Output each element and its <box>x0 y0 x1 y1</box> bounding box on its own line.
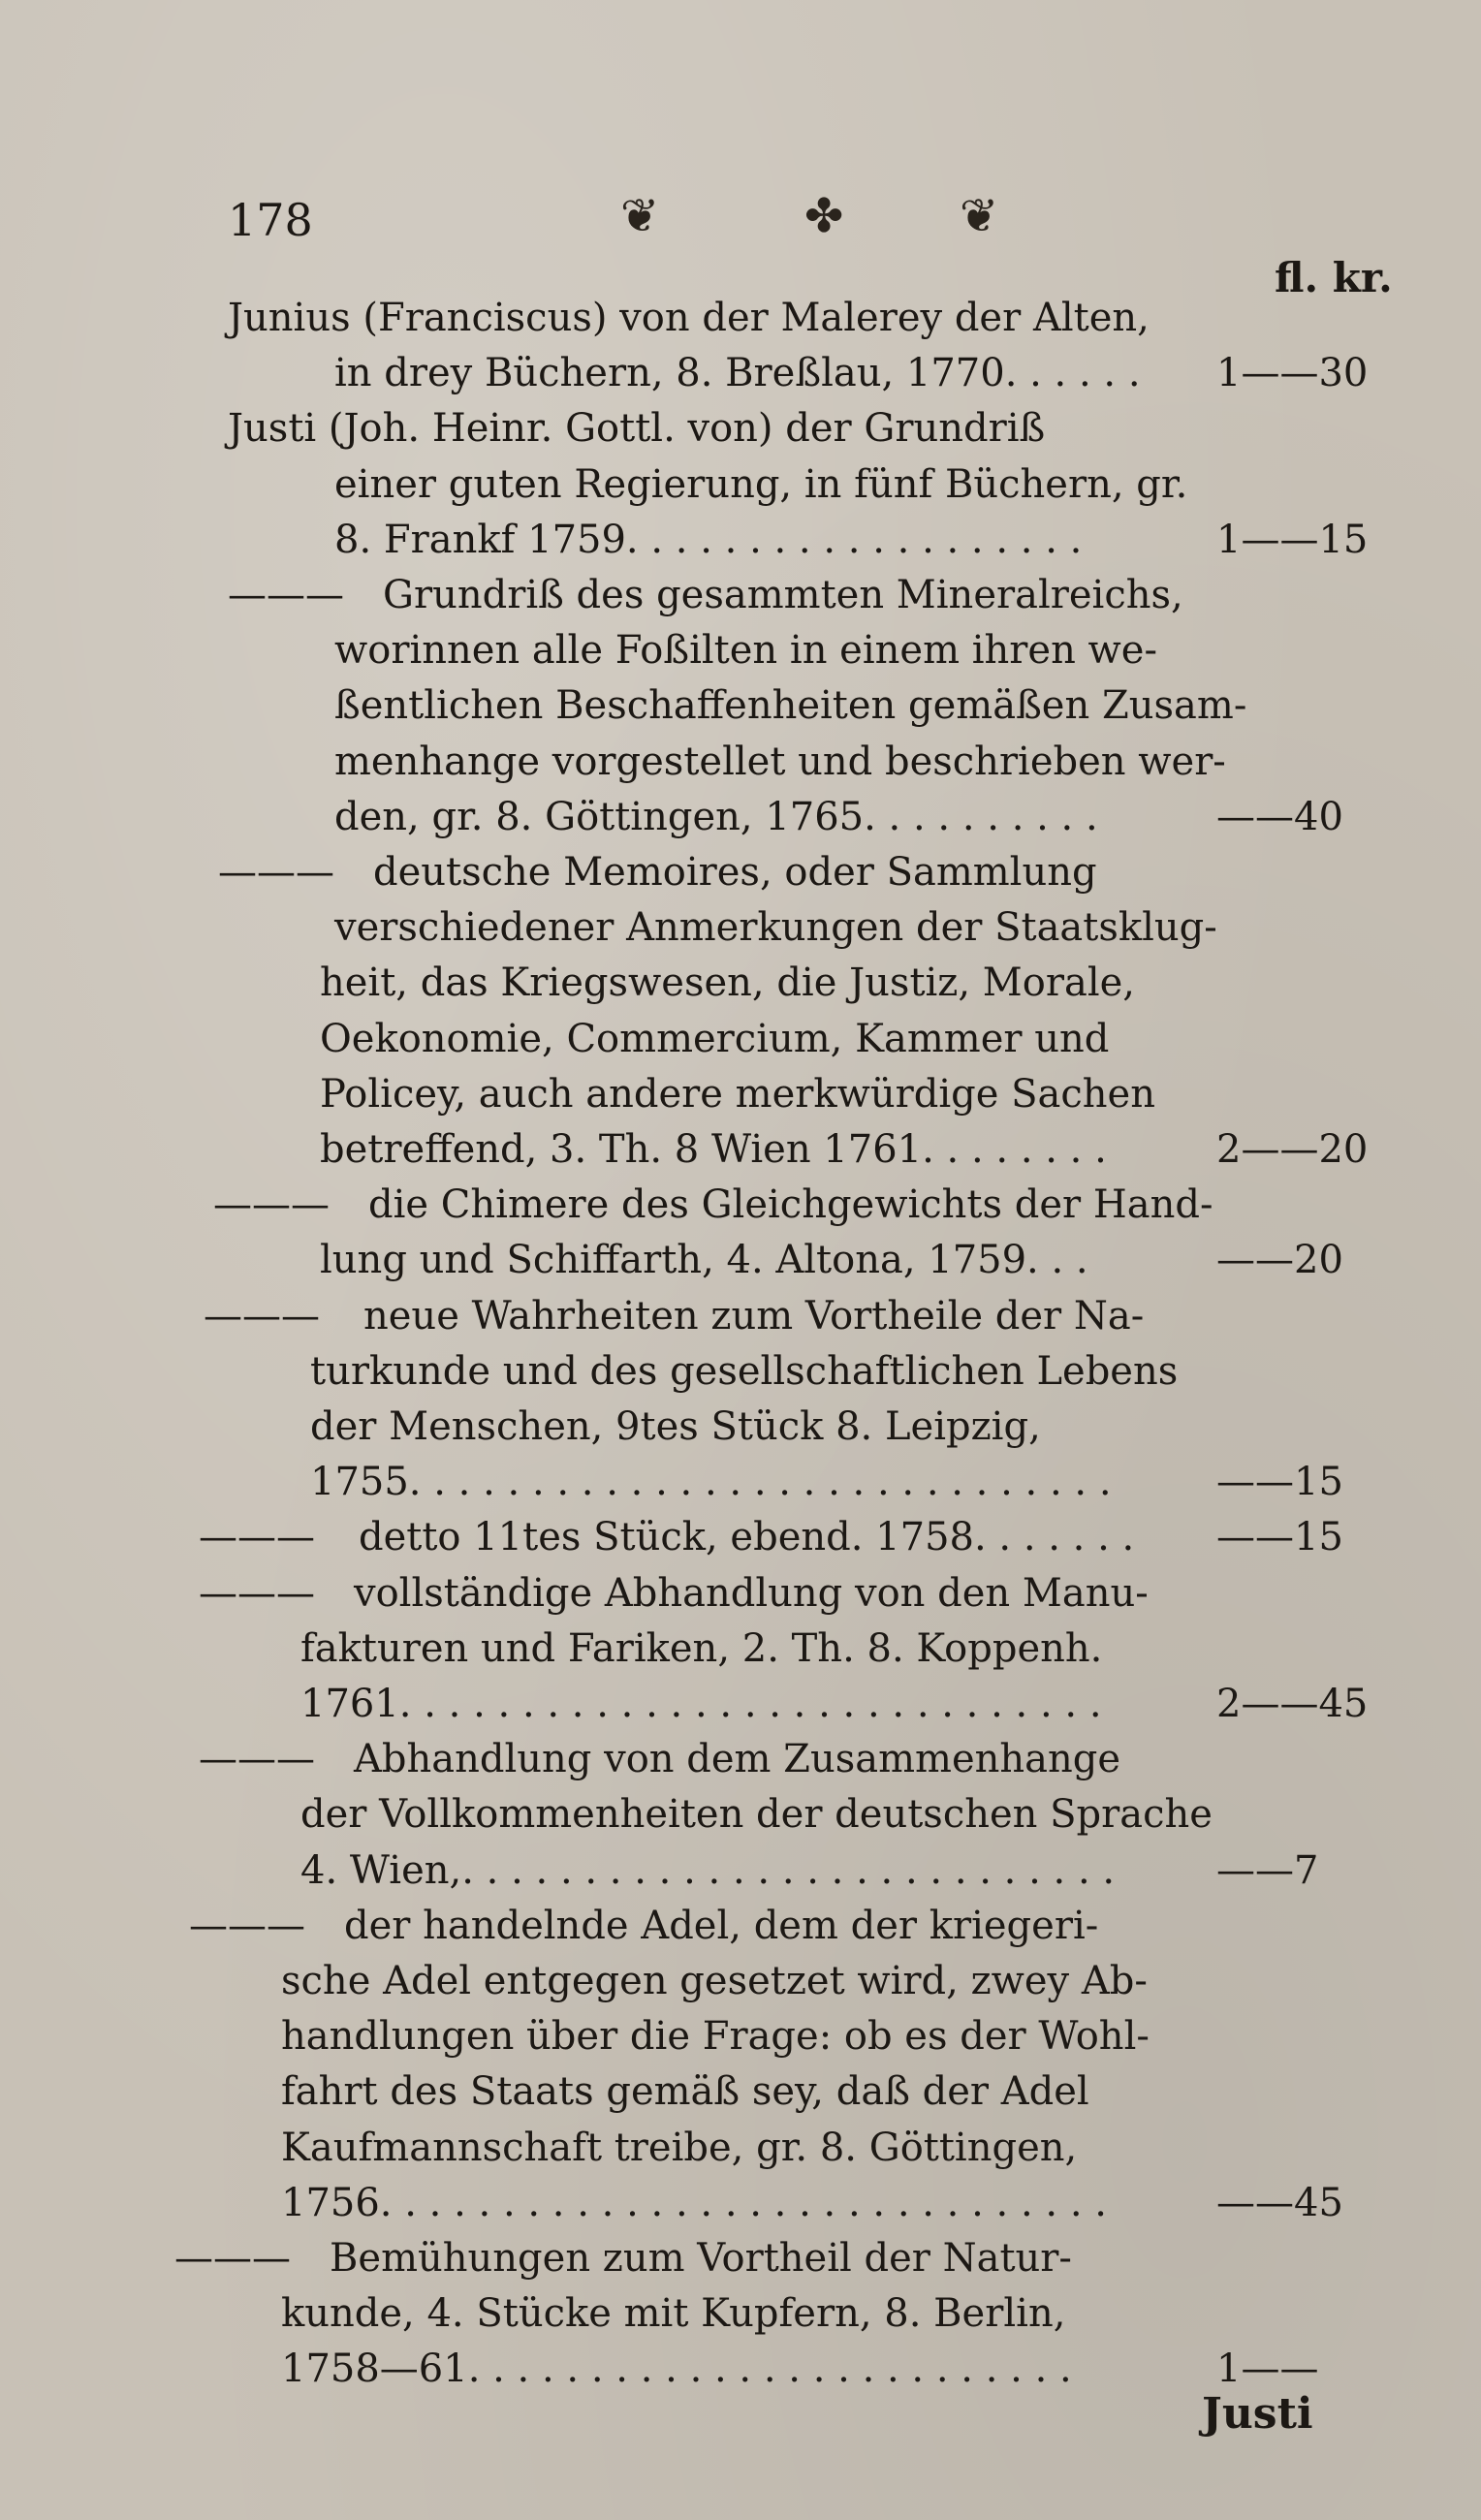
entry-text: fahrt des Staats gemäß sey, daß der Adel <box>281 2069 1089 2115</box>
entry-text: deutsche Memoires, oder Sammlung <box>373 850 1097 895</box>
entry-price: 2——20 <box>1216 1127 1369 1172</box>
entry-text: Oekonomie, Commercium, Kammer und <box>320 1016 1110 1061</box>
entry-text: betreffend, 3. Th. 8 Wien 1761. . . . . . . . <box>320 1127 1107 1172</box>
entry-line <box>0 1455 1481 1509</box>
entry-text: einer guten Regierung, in fünf Büchern, gr. <box>334 461 1188 507</box>
entry-line <box>0 623 1481 677</box>
entry-text: heit, das Kriegswesen, die Justiz, Morale, <box>320 961 1135 1006</box>
entry-text: kunde, 4. Stücke mit Kupfern, 8. Berlin, <box>281 2291 1066 2337</box>
entry-text: fakturen und Fariken, 2. Th. 8. Koppenh. <box>300 1625 1103 1671</box>
entry-price: ——45 <box>1216 2180 1343 2225</box>
entry-line <box>0 2176 1481 2230</box>
entry-line <box>0 1622 1481 1676</box>
entry-text: verschiedener Anmerkungen der Staatsklug- <box>334 905 1217 951</box>
entry-line <box>0 2342 1481 2396</box>
ornament-center-icon: ✤ <box>804 189 844 243</box>
entry-text: 1755. . . . . . . . . . . . . . . . . . . . . . . . . . . . . <box>310 1460 1112 1505</box>
ditto-dash: ——— <box>228 573 344 617</box>
entry-line <box>0 2121 1481 2175</box>
entry-price: ——7 <box>1216 1847 1319 1893</box>
entry-line <box>0 513 1481 567</box>
entry-line <box>0 956 1481 1010</box>
entry-text: Abhandlung von dem Zusammenhange <box>354 1737 1121 1782</box>
entry-line <box>0 790 1481 844</box>
entry-text: 1761. . . . . . . . . . . . . . . . . . . . . . . . . . . . . <box>300 1682 1102 1726</box>
entry-line <box>0 1122 1481 1177</box>
entry-price: 1——15 <box>1216 517 1369 562</box>
entry-line <box>0 401 1481 456</box>
entry-line <box>0 678 1481 733</box>
entry-line <box>0 2231 1481 2285</box>
entry-line <box>0 346 1481 400</box>
ditto-dash: ——— <box>189 1903 305 1948</box>
ditto-dash: ——— <box>199 1515 315 1560</box>
entry-line <box>0 1566 1481 1621</box>
entry-line <box>0 2286 1481 2341</box>
ditto-dash: ——— <box>174 2236 291 2281</box>
ditto-dash: ——— <box>199 1737 315 1782</box>
entry-line <box>0 1233 1481 1287</box>
entry-text: in drey Büchern, 8. Breßlau, 1770. . . . . . <box>334 351 1141 396</box>
entry-price: 1—— <box>1216 2347 1319 2392</box>
entry-text: den, gr. 8. Göttingen, 1765. . . . . . . . . . <box>334 794 1098 839</box>
entry-line <box>0 1012 1481 1066</box>
entry-line <box>0 568 1481 622</box>
entry-line <box>0 735 1481 789</box>
entry-line <box>0 1954 1481 2008</box>
entry-line <box>0 1178 1481 1232</box>
entry-text: vollständige Abhandlung von den Manu- <box>354 1570 1149 1616</box>
entry-text: ßentlichen Beschaffenheiten gemäßen Zusam- <box>334 683 1247 729</box>
entry-line <box>0 1067 1481 1121</box>
catchword: Justi <box>1202 2389 1313 2439</box>
entry-text: Bemühungen zum Vortheil der Natur- <box>330 2236 1072 2281</box>
entry-text: Grundriß des gesammten Mineralreichs, <box>383 573 1183 617</box>
entry-text: der Vollkommenheiten der deutschen Sprache <box>300 1792 1213 1838</box>
ditto-dash: ——— <box>199 1570 315 1616</box>
entry-text: detto 11tes Stück, ebend. 1758. . . . . . . <box>359 1515 1135 1560</box>
entry-line <box>0 457 1481 512</box>
currency-header: fl. kr. <box>1275 254 1393 301</box>
entry-text: 1756. . . . . . . . . . . . . . . . . . . . . . . . . . . . . . <box>281 2180 1107 2225</box>
entry-text: handlungen über die Frage: ob es der Wohl- <box>281 2014 1150 2060</box>
entry-line <box>0 291 1481 345</box>
ornament-left-icon: ❦ <box>620 189 660 243</box>
entry-price: ——15 <box>1216 1515 1343 1560</box>
entry-line <box>0 2064 1481 2119</box>
page-number: 178 <box>228 194 313 246</box>
entry-price: ——40 <box>1216 794 1343 839</box>
entry-line <box>0 1510 1481 1564</box>
ditto-dash: ——— <box>218 850 334 895</box>
entry-text: 8. Frankf 1759. . . . . . . . . . . . . . . . . . . <box>334 517 1083 562</box>
ditto-dash: ——— <box>213 1182 330 1228</box>
entry-price: 1——30 <box>1216 351 1369 396</box>
entry-text: menhange vorgestellet und beschrieben wer- <box>334 739 1226 784</box>
entry-line <box>0 1344 1481 1399</box>
entry-text: Justi (Joh. Heinr. Gottl. von) der Grundriß <box>228 406 1046 452</box>
entry-price: ——15 <box>1216 1460 1343 1505</box>
entry-line <box>0 1732 1481 1786</box>
entry-text: 4. Wien,. . . . . . . . . . . . . . . . . . . . . . . . . . . <box>300 1847 1116 1893</box>
entry-text: der handelnde Adel, dem der kriegeri- <box>344 1903 1099 1948</box>
entry-price: ——20 <box>1216 1238 1343 1283</box>
entry-line <box>0 1400 1481 1454</box>
entry-line <box>0 1787 1481 1842</box>
entry-line <box>0 1899 1481 1953</box>
entry-text: der Menschen, 9tes Stück 8. Leipzig, <box>310 1404 1041 1449</box>
entry-line <box>0 900 1481 955</box>
entry-line <box>0 845 1481 899</box>
ornament-right-icon: ❦ <box>960 189 999 243</box>
entry-price: 2——45 <box>1216 1682 1369 1726</box>
ditto-dash: ——— <box>204 1293 320 1339</box>
entry-line <box>0 1677 1481 1731</box>
entry-text: 1758—61. . . . . . . . . . . . . . . . . . . . . . . . . <box>281 2347 1072 2392</box>
entry-text: Kaufmannschaft treibe, gr. 8. Göttingen, <box>281 2125 1078 2170</box>
entry-line <box>0 2009 1481 2063</box>
entry-text: Policey, auch andere merkwürdige Sachen <box>320 1071 1155 1117</box>
entry-text: neue Wahrheiten zum Vortheile der Na- <box>363 1293 1145 1339</box>
entry-line <box>0 1289 1481 1343</box>
entry-line <box>0 1843 1481 1898</box>
entry-text: sche Adel entgegen gesetzet wird, zwey Ab- <box>281 1959 1148 2003</box>
entry-text: Junius (Franciscus) von der Malerey der Alten, <box>228 296 1150 340</box>
entry-text: worinnen alle Foßilten in einem ihren we- <box>334 628 1157 674</box>
entry-text: die Chimere des Gleichgewichts der Hand- <box>368 1182 1213 1228</box>
entry-text: turkunde und des gesellschaftlichen Lebens <box>310 1348 1179 1394</box>
entry-text: lung und Schiffarth, 4. Altona, 1759. . . <box>320 1238 1088 1283</box>
